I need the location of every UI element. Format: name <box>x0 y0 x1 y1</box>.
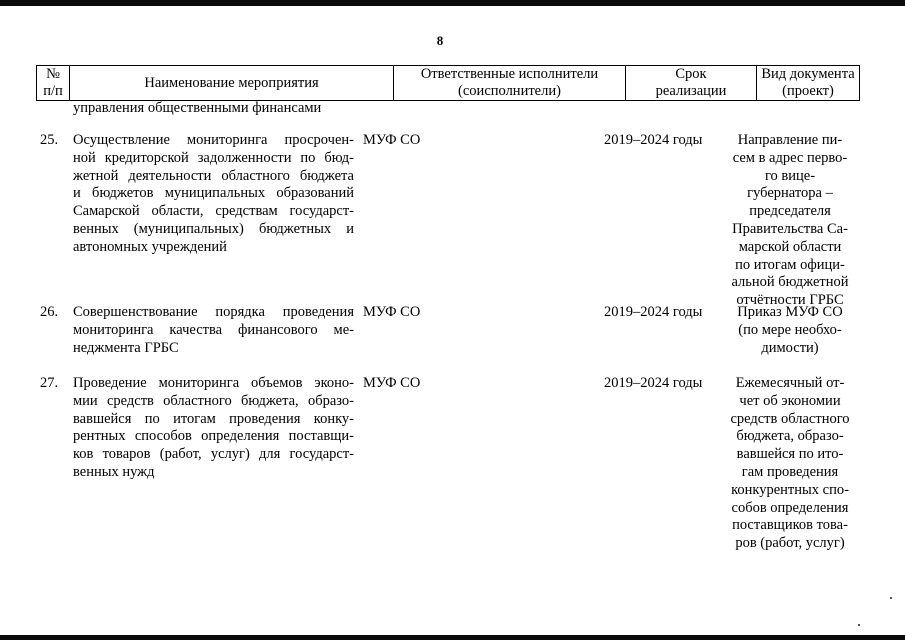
header-term-column <box>626 66 757 100</box>
description-line: венных нужд <box>73 463 155 480</box>
document-line: вавшейся по ито- <box>736 446 844 463</box>
header-executor-line1: Ответственные исполнители <box>420 66 599 82</box>
scan-border-bottom <box>0 635 905 640</box>
document-line: Правительства Са- <box>732 220 848 237</box>
scan-border-top <box>0 0 905 6</box>
document-line: (по мере необхо- <box>738 321 842 338</box>
document-line: губернатора – <box>747 185 833 202</box>
row-description <box>73 375 354 482</box>
header-name-column <box>70 66 394 100</box>
description-line: автономных учреждений <box>73 238 227 255</box>
page-number: 8 <box>436 33 444 48</box>
document-line: бюджета, образо- <box>736 428 844 445</box>
document-line: димости) <box>761 339 819 356</box>
row-executor: МУФ СО <box>363 132 421 148</box>
description-line: рентных способов определения поставщи- <box>73 428 354 445</box>
header-number-column <box>37 66 70 100</box>
document-line: председателя <box>749 203 831 220</box>
description-line: ной кредиторской задолженности по бюд- <box>73 149 354 166</box>
header-term-line1: Срок <box>675 66 707 82</box>
row-executor: МУФ СО <box>363 304 421 320</box>
document-line: гам проведения <box>741 463 839 480</box>
document-line: альной бюджетной <box>731 274 849 291</box>
document-line: Направление пи- <box>737 132 843 148</box>
document-line: Ежемесячный от- <box>735 375 845 391</box>
document-line: поставщиков това- <box>732 517 848 534</box>
header-executor-line2: (соисполнители) <box>458 83 561 99</box>
row-description <box>73 304 354 357</box>
document-line: конкурентных спо- <box>731 481 849 498</box>
continuation-text: управления общественными финансами <box>73 100 322 116</box>
document-line: собов определения <box>731 499 849 516</box>
header-number-line1: № <box>46 66 60 82</box>
document-line: сем в адрес перво- <box>732 149 848 166</box>
row-number: 27. <box>40 375 59 391</box>
document-line: чет об экономии <box>739 392 841 409</box>
header-document-line2: (проект) <box>782 83 834 99</box>
document-line: средств областного <box>730 410 850 427</box>
header-number-line2: п/п <box>43 83 63 99</box>
row-document <box>722 304 858 357</box>
document-line: го вице- <box>764 167 816 184</box>
row-document <box>722 132 858 310</box>
table-header <box>36 65 860 101</box>
row-document <box>722 375 858 553</box>
document-line: по итогам офици- <box>735 256 845 273</box>
document-line: отчётности ГРБС <box>736 292 844 309</box>
description-line: венных (муниципальных) бюджетных и <box>73 220 354 237</box>
description-line: неджмента ГРБС <box>73 339 179 356</box>
description-line: и бюджетов муниципальных образований <box>73 185 354 202</box>
description-line: вавшейся по итогам проведения конку- <box>73 410 354 427</box>
document-line: ров (работ, услуг) <box>735 535 845 552</box>
header-term-line2: реализации <box>655 83 727 99</box>
row-number: 25. <box>40 132 59 148</box>
row-number: 26. <box>40 304 59 320</box>
row-term: 2019–2024 годы <box>604 375 703 391</box>
row-term: 2019–2024 годы <box>604 132 703 148</box>
description-line: ков товаров (работ, услуг) для государст- <box>73 446 354 463</box>
description-line: Осуществление мониторинга просрочен- <box>73 132 354 148</box>
row-description <box>73 132 354 257</box>
scan-speck <box>890 597 892 599</box>
document-line: марской области <box>738 238 842 255</box>
header-document-column <box>757 66 859 100</box>
row-term: 2019–2024 годы <box>604 304 703 320</box>
scan-speck <box>858 624 860 626</box>
description-line: мии средств областного бюджета, образо- <box>73 392 354 409</box>
header-executor-column <box>394 66 626 100</box>
description-line: Совершенствование порядка проведения <box>73 304 354 320</box>
document-line: Приказ МУФ СО <box>737 304 843 320</box>
row-executor: МУФ СО <box>363 375 421 391</box>
description-line: Проведение мониторинга объемов эконо- <box>73 375 354 391</box>
description-line: мониторинга качества финансового ме- <box>73 321 354 338</box>
description-line: жетной деятельности областного бюджета <box>73 167 354 184</box>
description-line: Самарской области, средствам государст- <box>73 203 354 220</box>
header-document-line1: Вид документа <box>761 66 855 82</box>
header-name-label: Наименование мероприятия <box>144 74 319 91</box>
